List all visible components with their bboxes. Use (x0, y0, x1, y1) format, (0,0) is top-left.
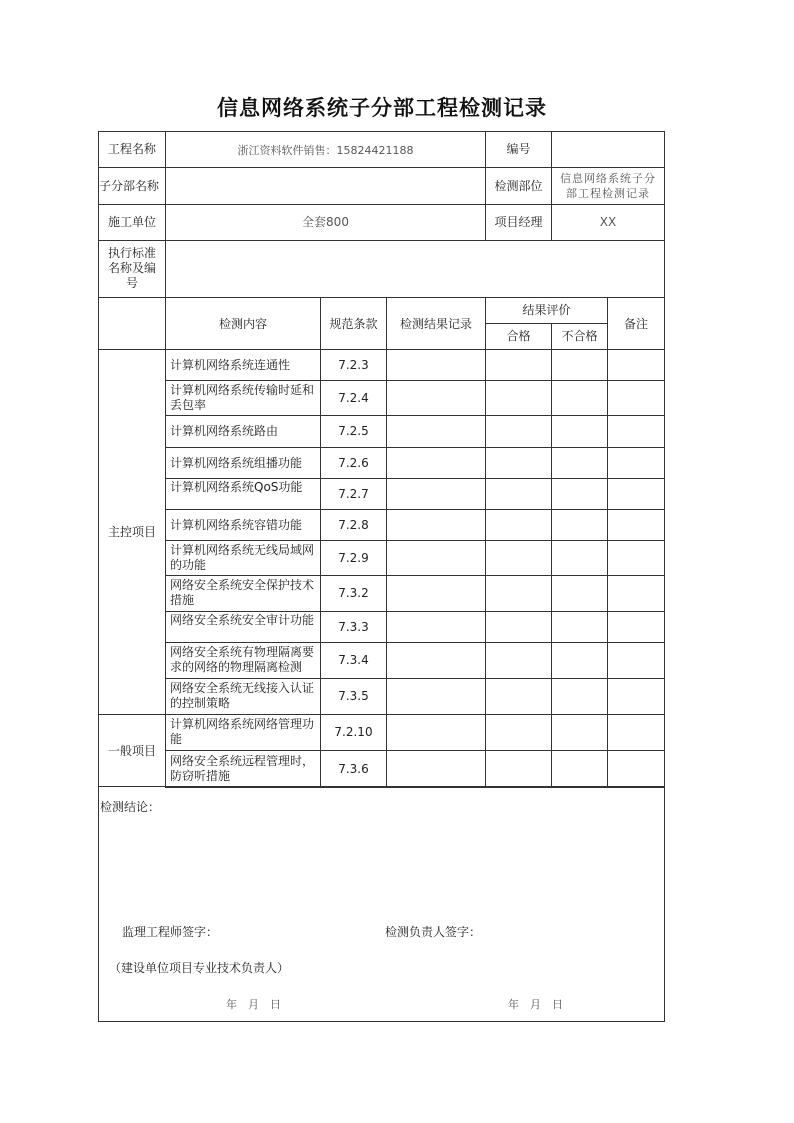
row-9-result-cell[interactable] (386, 611, 486, 643)
standard-label-cell (98, 240, 166, 298)
row-3-pass-cell[interactable] (485, 415, 552, 448)
row-8-result-cell[interactable] (386, 575, 486, 612)
row-1-clause-cell (320, 349, 387, 381)
group-general-cell (98, 714, 166, 787)
col-result-label: 检测结果记录 (399, 317, 472, 331)
row-1-pass-cell[interactable] (485, 349, 552, 381)
row-11-pass-cell[interactable] (485, 678, 552, 715)
row-5-remark-cell[interactable] (607, 478, 665, 510)
supervisor-sign-label: 监理工程师签字： (122, 925, 219, 939)
row-11-content-cell (165, 678, 321, 715)
number-label-cell (485, 131, 552, 168)
row-4-content-cell (165, 447, 321, 479)
row-clause-text: 7.2.7 (338, 487, 369, 501)
construction-unit-label: 施工单位 (107, 215, 156, 229)
row-10-fail-cell[interactable] (551, 642, 608, 679)
construction-unit-value-cell[interactable] (165, 204, 486, 241)
row-clause-text: 7.2.8 (338, 518, 369, 532)
col-pass-header (485, 323, 552, 350)
row-6-result-cell[interactable] (386, 509, 486, 541)
row-4-pass-cell[interactable] (485, 447, 552, 479)
number-label: 编号 (506, 142, 531, 156)
page-title: 信息网络系统子分部工程检测记录 (217, 96, 547, 120)
row-12-clause-cell (320, 714, 387, 751)
standard-value-cell[interactable] (165, 240, 665, 298)
row-6-clause-cell (320, 509, 387, 541)
row-6-fail-cell[interactable] (551, 509, 608, 541)
row-11-fail-cell[interactable] (551, 678, 608, 715)
row-4-clause-cell (320, 447, 387, 479)
subsection-value-cell[interactable] (165, 167, 486, 205)
row-9-clause-cell (320, 611, 387, 643)
row-2-content-cell (165, 380, 321, 416)
row-clause-text: 7.2.10 (334, 725, 373, 739)
row-7-result-cell[interactable] (386, 540, 486, 576)
row-4-fail-cell[interactable] (551, 447, 608, 479)
row-13-pass-cell[interactable] (485, 750, 552, 788)
project-manager-label-cell (485, 204, 552, 241)
conclusion-section (98, 786, 665, 1022)
row-9-content-cell (165, 611, 321, 643)
col-evaluation-header (485, 297, 608, 324)
row-3-remark-cell[interactable] (607, 415, 665, 448)
row-clause-text: 7.2.4 (338, 391, 369, 405)
row-11-remark-cell[interactable] (607, 678, 665, 715)
row-5-pass-cell[interactable] (485, 478, 552, 510)
row-content-text: 网络安全系统有物理隔离要求的网络的物理隔离检测 (170, 645, 315, 674)
row-clause-text: 7.3.6 (338, 762, 369, 776)
row-content-text: 计算机网络系统容错功能 (170, 518, 303, 532)
row-5-result-cell[interactable] (386, 478, 486, 510)
date-left: 年 月 日 (226, 998, 281, 1011)
row-6-pass-cell[interactable] (485, 509, 552, 541)
row-content-text: 网络安全系统安全审计功能 (170, 613, 315, 627)
col-pass-label: 合格 (506, 329, 531, 343)
col-fail-header (551, 323, 608, 350)
col-content-header (165, 297, 321, 350)
row-7-clause-cell (320, 540, 387, 576)
row-9-pass-cell[interactable] (485, 611, 552, 643)
row-13-result-cell[interactable] (386, 750, 486, 788)
row-13-fail-cell[interactable] (551, 750, 608, 788)
row-8-pass-cell[interactable] (485, 575, 552, 612)
row-1-content-cell (165, 349, 321, 381)
row-clause-text: 7.2.9 (338, 551, 369, 565)
row-2-fail-cell[interactable] (551, 380, 608, 416)
row-7-fail-cell[interactable] (551, 540, 608, 576)
row-content-text: 网络安全系统安全保护技术措施 (170, 578, 315, 607)
date-right: 年 月 日 (508, 998, 563, 1011)
row-content-text: 网络安全系统无线接入认证的控制策略 (170, 681, 315, 710)
row-6-content-cell (165, 509, 321, 541)
row-9-fail-cell[interactable] (551, 611, 608, 643)
row-1-remark-cell[interactable] (607, 349, 665, 381)
standard-label: 执行标准名称及编号 (107, 246, 156, 290)
row-clause-text: 7.3.5 (338, 689, 369, 703)
row-2-clause-cell (320, 380, 387, 416)
subsection-label-cell (98, 167, 166, 205)
col-clause-header (320, 297, 387, 350)
row-10-remark-cell[interactable] (607, 642, 665, 679)
row-4-remark-cell[interactable] (607, 447, 665, 479)
row-1-result-cell[interactable] (386, 349, 486, 381)
row-clause-text: 7.2.5 (338, 424, 369, 438)
group-main-label: 主控项目 (107, 525, 156, 539)
col-content-label: 检测内容 (218, 317, 267, 331)
row-4-result-cell[interactable] (386, 447, 486, 479)
row-content-text: 网络安全系统远程管理时，防窃听措施 (170, 754, 315, 783)
inspector-sign-label: 检测负责人签字： (385, 925, 482, 939)
project-name-label: 工程名称 (107, 142, 156, 156)
row-2-remark-cell[interactable] (607, 380, 665, 416)
row-5-fail-cell[interactable] (551, 478, 608, 510)
row-5-content-cell (165, 478, 321, 510)
owner-note: （建设单位项目专业技术负责人） (109, 961, 290, 975)
row-content-text: 计算机网络系统无线局域网的功能 (170, 543, 315, 572)
row-11-result-cell[interactable] (386, 678, 486, 715)
row-6-remark-cell[interactable] (607, 509, 665, 541)
col-remark-header (607, 297, 665, 350)
row-9-remark-cell[interactable] (607, 611, 665, 643)
row-2-pass-cell[interactable] (485, 380, 552, 416)
project-manager-value: XX (599, 215, 617, 229)
number-value-cell[interactable] (551, 131, 665, 168)
construction-unit-label-cell (98, 204, 166, 241)
row-content-text: 计算机网络系统传输时延和丢包率 (170, 383, 315, 412)
row-clause-text: 7.3.2 (338, 586, 369, 600)
row-13-remark-cell[interactable] (607, 750, 665, 788)
row-11-clause-cell (320, 678, 387, 715)
row-12-remark-cell[interactable] (607, 714, 665, 751)
row-10-clause-cell (320, 642, 387, 679)
row-content-text: 计算机网络系统网络管理功能 (170, 717, 315, 746)
row-13-clause-cell (320, 750, 387, 788)
row-clause-text: 7.2.6 (338, 456, 369, 470)
row-content-text: 计算机网络系统路由 (170, 424, 279, 438)
row-2-result-cell[interactable] (386, 380, 486, 416)
inspect-location-label-cell (485, 167, 552, 205)
row-clause-text: 7.2.3 (338, 358, 369, 372)
inspect-location-value: 信息网络系统子分部工程检测记录 (560, 172, 656, 200)
row-12-pass-cell[interactable] (485, 714, 552, 751)
row-3-clause-cell (320, 415, 387, 448)
col-clause-label: 规范条款 (329, 317, 378, 331)
col-remark-label: 备注 (623, 317, 648, 331)
row-10-content-cell (165, 642, 321, 679)
row-10-result-cell[interactable] (386, 642, 486, 679)
row-7-remark-cell[interactable] (607, 540, 665, 576)
row-3-fail-cell[interactable] (551, 415, 608, 448)
project-manager-value-cell[interactable] (551, 204, 665, 241)
row-content-text: 计算机网络系统连通性 (170, 358, 291, 372)
row-12-result-cell[interactable] (386, 714, 486, 751)
subsection-label: 子分部名称 (99, 179, 160, 193)
row-1-fail-cell[interactable] (551, 349, 608, 381)
row-10-pass-cell[interactable] (485, 642, 552, 679)
row-8-remark-cell[interactable] (607, 575, 665, 612)
group-general-label: 一般项目 (107, 744, 156, 758)
row-7-pass-cell[interactable] (485, 540, 552, 576)
group-main-cell (98, 349, 166, 715)
row-13-content-cell (165, 750, 321, 788)
inspect-location-value-cell[interactable] (551, 167, 665, 205)
col-evaluation-label: 结果评价 (522, 303, 571, 317)
project-name-value-cell[interactable] (165, 131, 486, 168)
project-name-label-cell (98, 131, 166, 168)
row-8-content-cell (165, 575, 321, 612)
row-3-result-cell[interactable] (386, 415, 486, 448)
group-header-cell (98, 297, 166, 350)
row-5-clause-cell (320, 478, 387, 510)
row-clause-text: 7.3.3 (338, 620, 369, 634)
row-8-clause-cell (320, 575, 387, 612)
row-12-content-cell (165, 714, 321, 751)
conclusion-label: 检测结论： (100, 800, 161, 814)
row-12-fail-cell[interactable] (551, 714, 608, 751)
col-result-header (386, 297, 486, 350)
col-fail-label: 不合格 (561, 329, 598, 343)
project-name-value: 浙江资料软件销售：15824421188 (237, 144, 414, 157)
construction-unit-value: 全套800 (302, 215, 349, 229)
row-7-content-cell (165, 540, 321, 576)
row-8-fail-cell[interactable] (551, 575, 608, 612)
row-content-text: 计算机网络系统QoS功能 (170, 480, 303, 494)
inspect-location-label: 检测部位 (494, 179, 543, 193)
row-3-content-cell (165, 415, 321, 448)
row-clause-text: 7.3.4 (338, 653, 369, 667)
row-content-text: 计算机网络系统组播功能 (170, 456, 303, 470)
project-manager-label: 项目经理 (494, 215, 543, 229)
